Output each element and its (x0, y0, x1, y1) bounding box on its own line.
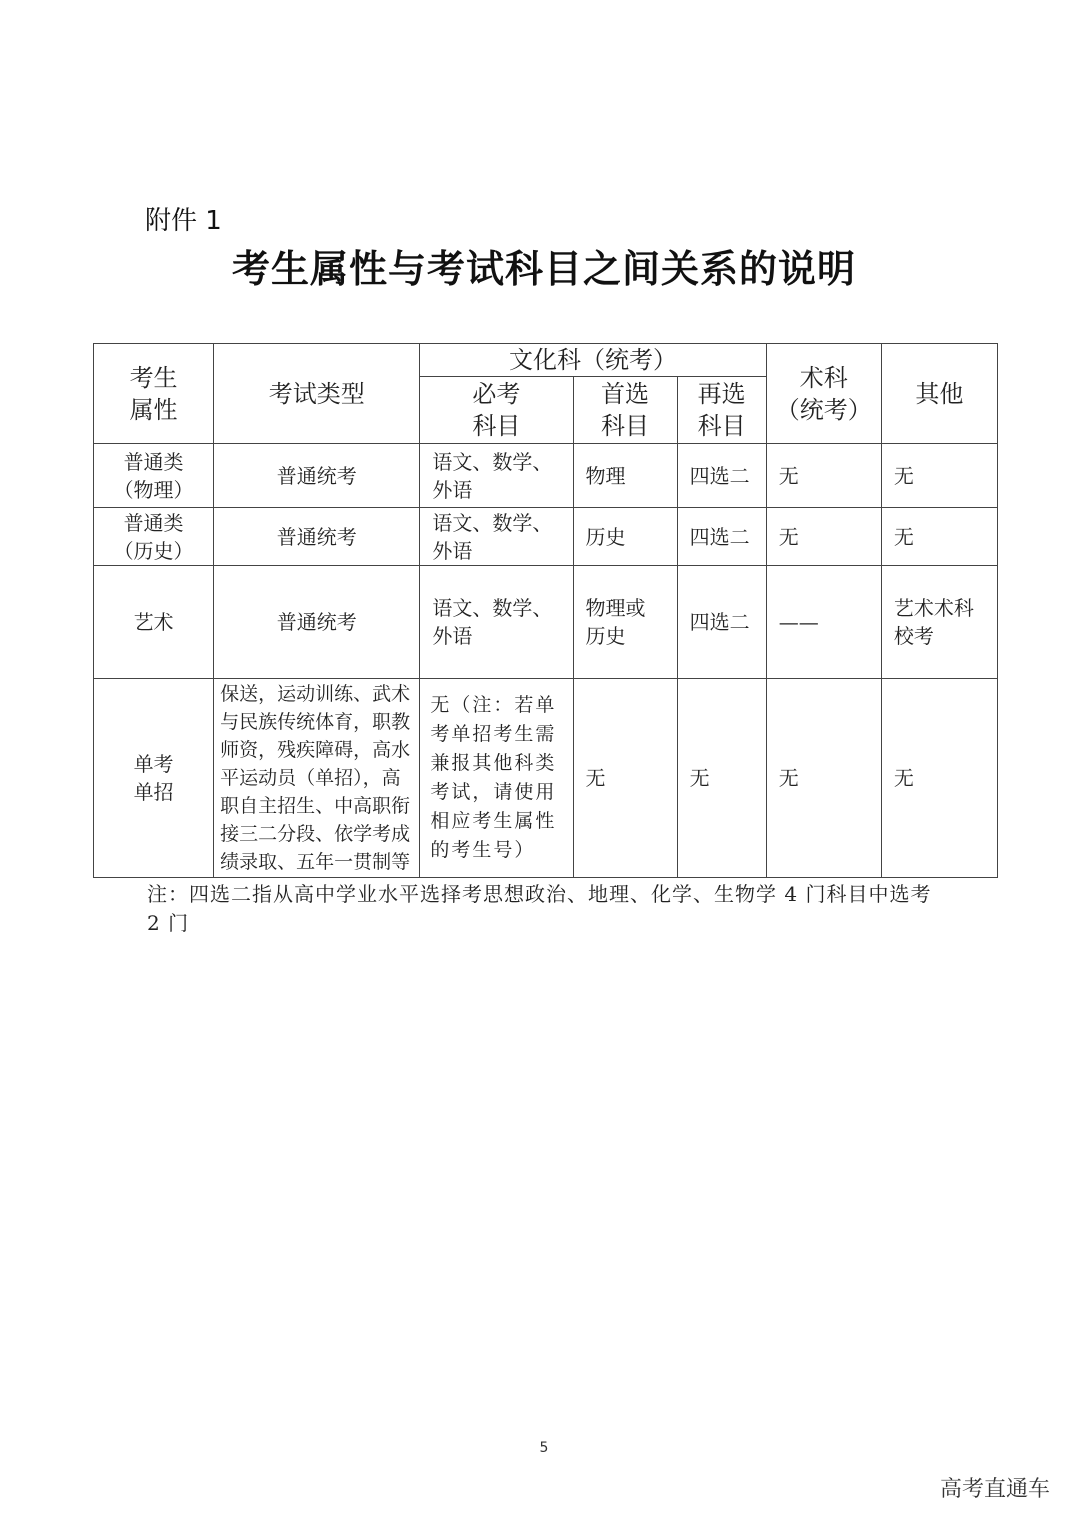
header-culture-group: 文化科（统考） (420, 344, 766, 377)
watermark: 高考直通车 (939, 1477, 1050, 1502)
header-attribute: 考生 属性 (94, 344, 214, 444)
cell-other: 无 (881, 508, 997, 566)
header-art-subject: 术科 （统考） (766, 344, 881, 444)
cell-second-choice: 四选二 (677, 508, 766, 566)
cell-required: 语文、数学、 外语 (420, 444, 573, 508)
cell-attribute: 单考 单招 (94, 679, 214, 878)
cell-required: 语文、数学、 外语 (420, 566, 573, 679)
cell-art-subject: —— (766, 566, 881, 679)
cell-art-subject: 无 (766, 444, 881, 508)
footnote-line: 注：四选二指从高中学业水平选择考思想政治、地理、化学、生物学 4 门科目中选考 (147, 882, 932, 906)
cell-attribute: 艺术 (94, 566, 214, 679)
cell-first-choice: 无 (573, 679, 677, 878)
cell-other: 艺术术科 校考 (881, 566, 997, 679)
cell-attribute: 普通类 （物理） (94, 444, 214, 508)
attachment-label: 附件 1 (145, 206, 222, 236)
header-second-choice: 再选 科目 (677, 377, 766, 444)
cell-second-choice: 四选二 (677, 566, 766, 679)
cell-art-subject: 无 (766, 679, 881, 878)
page-number: 5 (539, 1440, 549, 1456)
cell-second-choice: 四选二 (677, 444, 766, 508)
cell-exam-type: 普通统考 (214, 508, 420, 566)
header-exam-type: 考试类型 (214, 344, 420, 444)
footnote-line: 2 门 (147, 911, 190, 935)
cell-attribute: 普通类 （历史） (94, 508, 214, 566)
table-row (94, 566, 998, 679)
cell-other: 无 (881, 444, 997, 508)
table-row (94, 508, 998, 566)
cell-second-choice: 无 (677, 679, 766, 878)
page-title: 考生属性与考试科目之间关系的说明 (231, 247, 856, 291)
cell-first-choice: 物理或 历史 (573, 566, 677, 679)
cell-required: 语文、数学、 外语 (420, 508, 573, 566)
cell-art-subject: 无 (766, 508, 881, 566)
cell-required: 无（注：若单 考单招考生需 兼报其他科类 考试，请使用 相应考生属性 的考生号） (420, 679, 573, 878)
cell-first-choice: 物理 (573, 444, 677, 508)
cell-exam-type: 普通统考 (214, 566, 420, 679)
table-row (94, 444, 998, 508)
header-other: 其他 (881, 344, 997, 444)
table-row (94, 679, 998, 878)
cell-first-choice: 历史 (573, 508, 677, 566)
header-required: 必考 科目 (420, 377, 573, 444)
table-footnote (147, 880, 967, 938)
cell-other: 无 (881, 679, 997, 878)
header-first-choice: 首选 科目 (573, 377, 677, 444)
cell-exam-type: 保送，运动训练、武术 与民族传统体育，职教 师资，残疾障碍，高水 平运动员（单招），高 职自主招生、中高职衔 接三二分段、依学考成 绩录取、五年一贯制等 (214, 679, 420, 878)
subject-relationship-table (93, 343, 998, 878)
cell-exam-type: 普通统考 (214, 444, 420, 508)
